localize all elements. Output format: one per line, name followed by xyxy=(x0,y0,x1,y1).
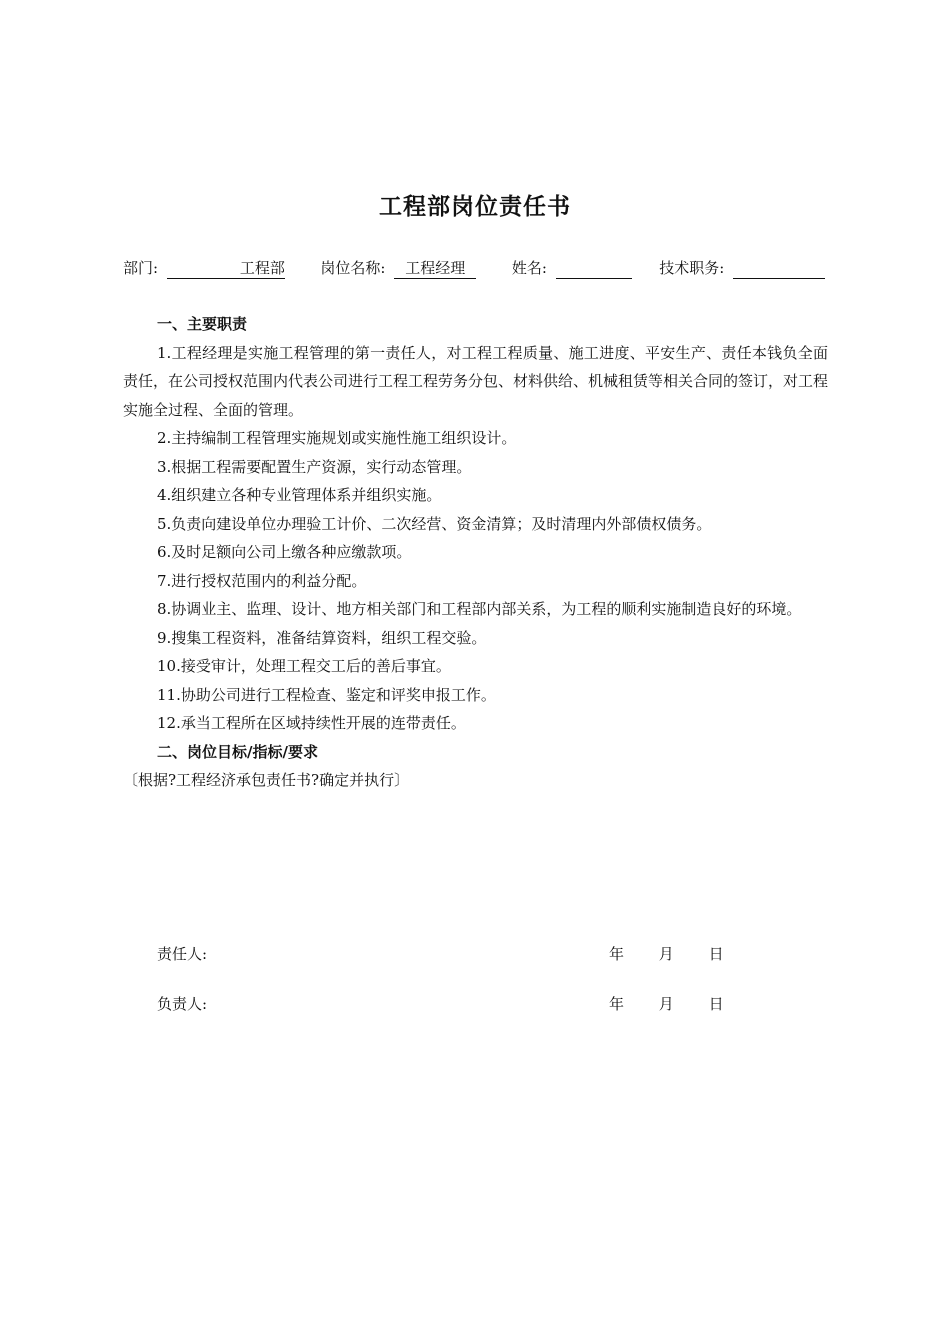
responsible-date xyxy=(609,943,754,964)
duty-item-4: 4.组织建立各种专业管理体系并组织实施。 xyxy=(157,486,442,504)
duty-item-10: 10.接受审计，处理工程交工后的善后事宜。 xyxy=(157,657,451,675)
info-row xyxy=(123,257,833,279)
day-label: 日 xyxy=(708,995,724,1013)
name-value xyxy=(556,258,632,279)
supervisor-row xyxy=(157,993,724,1014)
tech-label: 技术职务: xyxy=(659,259,725,277)
duty-item-6: 6.及时足额向公司上缴各种应缴款项。 xyxy=(157,543,412,561)
duty-item-7: 7.进行授权范围内的利益分配。 xyxy=(157,571,367,590)
duty-item-11: 11.协助公司进行工程检查、鉴定和评奖申报工作。 xyxy=(157,685,496,704)
dept-label: 部门: xyxy=(123,259,159,277)
year-label: 年 xyxy=(609,945,625,963)
responsible-person-row xyxy=(157,943,724,964)
document-title: 工程部岗位责任书 xyxy=(379,193,571,220)
month-label: 月 xyxy=(658,995,674,1013)
section2-text: 〔根据?工程经济承包责任书?确定并执行〕 xyxy=(123,771,410,789)
supervisor-date xyxy=(609,993,754,1014)
duty-item-8: 8.协调业主、监理、设计、地方相关部门和工程部内部关系，为工程的顺利实施制造良好的环境。 xyxy=(157,600,802,618)
month-label: 月 xyxy=(658,945,674,963)
duty-item-2: 2.主持编制工程管理实施规划或实施性施工组织设计。 xyxy=(157,429,517,447)
day-label: 日 xyxy=(708,945,724,963)
responsible-person-label: 责任人: xyxy=(157,945,208,963)
document-body xyxy=(123,310,828,795)
duty-item-1: 1.工程经理是实施工程管理的第一责任人，对工程工程质量、施工进度、平安生产、责任本钱负全面责任，在公司授权范围内代表公司进行工程工程劳务分包、材料供给、机械租赁等相关合同的签订，对工程实施全过程、全面的管理。 xyxy=(123,343,829,419)
name-label: 姓名: xyxy=(511,259,547,277)
duty-item-5: 5.负责向建设单位办理验工计价、二次经营、资金清算；及时清理内外部债权债务。 xyxy=(157,514,712,533)
supervisor-label: 负责人: xyxy=(157,995,208,1013)
duty-item-3: 3.根据工程需要配置生产资源，实行动态管理。 xyxy=(157,457,472,476)
duty-item-9: 9.搜集工程资料，准备结算资料，组织工程交验。 xyxy=(157,628,487,647)
position-label: 岗位名称: xyxy=(320,259,386,277)
tech-value xyxy=(733,258,825,279)
year-label: 年 xyxy=(609,995,625,1013)
position-value: 工程经理 xyxy=(394,258,476,279)
duty-item-12: 12.承当工程所在区域持续性开展的连带责任。 xyxy=(157,714,466,732)
section1-heading: 一、主要职责 xyxy=(157,315,248,333)
section2-heading: 二、岗位目标/指标/要求 xyxy=(157,742,318,761)
dept-value: 工程部 xyxy=(167,258,285,279)
